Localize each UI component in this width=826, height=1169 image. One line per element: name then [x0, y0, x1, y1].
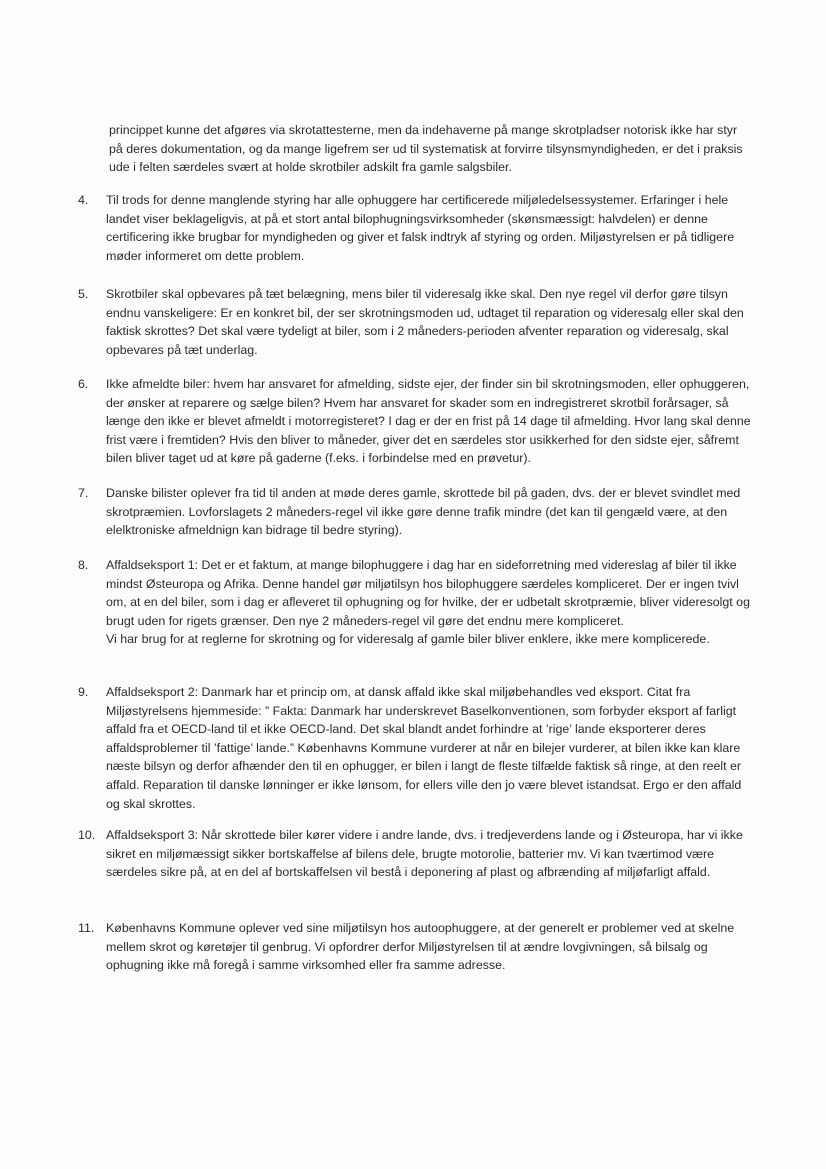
item-text: Københavns Kommune oplever ved sine miljøtilsyn hos autoophuggere, at der generelt er problemer ved at skelne mellem skrot og køretøjer til genbrug. Vi opfordrer derfor Miljøstyrelsen til at ændre lovgivningen, så bilsalg og ophugning ikke må foregå i samme virksomhed eller fra samme adresse.: [106, 921, 735, 973]
list-item-11: [78, 919, 768, 975]
list-item-5: [78, 285, 768, 359]
item-text: Danske bilister oplever fra tid til anden at møde deres gamle, skrottede bil på gaden, dvs. der er blevet svindlet med skrotpræmien. Lovforslagets 2 måneders-regel vil ikke gøre denne trafik mindre (det kan til gengæld være, at den elelktroniske afmeldnign kan bidrage til bedre styring).: [106, 486, 741, 538]
item-text-continued: Vi har brug for at reglerne for skrotning og for videresalg af gamle biler bliver enklere, ikke mere komplicerede.: [106, 632, 710, 647]
list-item-8: [78, 556, 768, 649]
intro-paragraph: princippet kunne det afgøres via skrotattesterne, men da indehaverne på mange skrotpladser notorisk ikke har styr på deres dokumentation, og da mange ligefrem ser ud til systematisk at forvirre tilsynsmyndigheden, er det i praksis ude i felten særdeles svært at holde skrotbiler adskilt fra gamle salgsbiler.: [109, 123, 743, 175]
item-number: 10.: [78, 828, 96, 842]
list-item-7: [78, 484, 768, 540]
item-number: 9.: [78, 685, 89, 699]
item-number: 7.: [78, 486, 89, 500]
item-number: 5.: [78, 287, 89, 301]
item-text: Affaldseksport 1: Det er et faktum, at mange bilophuggere i dag har en sideforretning med videreslag af biler til ikke mindst Østeuropa og Afrika. Denne handel gør miljøtilsyn hos bilophuggere særdeles kompliceret. Der er ingen tvivl om, at en del biler, som i dag er afleveret til ophugning og for hvilke, der er udbetalt skrotpræmie, bliver videresolgt og brugt uden for rigets grænser. Den nye 2 måneders-regel vil gøre det endnu mere kompliceret.: [106, 558, 750, 628]
item-text: Affaldseksport 3: Når skrottede biler kører videre i andre lande, dvs. i tredjeverdens lande og i Østeuropa, har vi ikke sikret en miljømæssigt sikker bortskaffelse af bilens dele, brugte motorolie, batterier mv. Vi kan tværtimod være særdeles sikre på, at en del af bortskaffelsen vil bestå i deponering af plast og afbrænding af miljøfarligt affald.: [106, 828, 743, 880]
item-number: 8.: [78, 558, 89, 572]
item-text: Skrotbiler skal opbevares på tæt belægning, mens biler til videresalg ikke skal. Den nye regel vil derfor gøre tilsyn endnu vanskeligere: Er en konkret bil, der ser skrotningsmoden ud, udtaget til reparation og videresalg eller skal den faktisk skrottes? Det skal være tydeligt at biler, som i 2 måneders-perioden afventer reparation og videresalg, skal opbevares på tæt underlag.: [106, 287, 744, 357]
item-number: 6.: [78, 377, 89, 391]
list-item-6: [78, 375, 768, 468]
item-number: 11.: [78, 921, 95, 935]
item-number: 4.: [78, 193, 89, 207]
list-item-10: [78, 826, 768, 882]
item-text: Affaldseksport 2: Danmark har et princip om, at dansk affald ikke skal miljøbehandles ved eksport. Citat fra Miljøstyrelsens hjemmeside: ” Fakta: Danmark har underskrevet Baselkonventionen, som forbyder eksport af farligt affald fra et OECD-land til et ikke OECD-land. Det skal blandt andet forhindre at ’rige’ lande eksporterer deres affaldsproblemer til ’fattige’ lande.” Københavns Kommune vurderer at når en bilejer vurderer, at bilen ikke kan klare næste bilsyn og derfor afhænder den til en ophugger, er bilen i langt de fleste tilfælde faktisk så ringe, at den reelt er affald. Reparation til danske lønninger er ikke lønsom, for ellers ville den jo være blevet istandsat. Ergo er den affald og skal skrottes.: [106, 685, 742, 811]
list-item-9: [78, 683, 768, 813]
list-item-4: [78, 191, 768, 265]
item-text: Til trods for denne manglende styring har alle ophuggere har certificerede miljøledelsessystemer. Erfaringer i hele landet viser beklageligvis, at på et stort antal bilophugningsvirksomheder (skønsmæssigt: halvdelen) er denne certificering ikke brugbar for myndigheden og giver et falsk indtryk af styring og orden. Miljøstyrelsen er på tidligere møder informeret om dette problem.: [106, 193, 735, 263]
item-text: Ikke afmeldte biler: hvem har ansvaret for afmelding, sidste ejer, der finder sin bil skrotningsmoden, eller ophuggeren, der ønsker at reparere og sælge bilen? Hvem har ansvaret for skader som en indregistreret skrotbil forårsager, så længe den ikke er blevet afmeldt i motorregisteret? I dag er der en frist på 14 dage til afmelding. Hvor lang skal denne frist være i fremtiden? Hvis den bliver to måneder, giver det en særdeles stor usikkerhed for den sidste ejer, såfremt bilen bliver taget ud at køre på gaderne (f.eks. i forbindelse med en prøvetur).: [106, 377, 751, 466]
